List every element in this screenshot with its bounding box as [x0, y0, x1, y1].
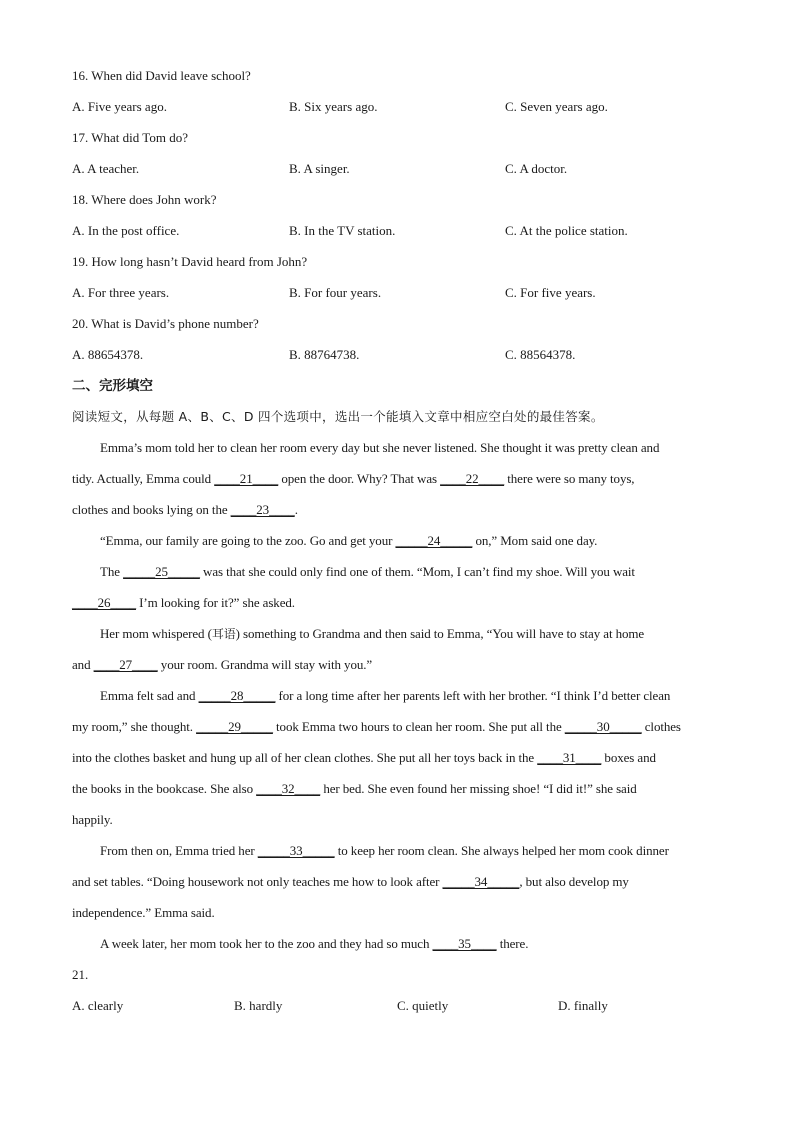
option-19a: A. For three years. — [72, 285, 170, 300]
blank-29[interactable]: _____29_____ — [196, 719, 273, 734]
passage-line-8: and ____27____ your room. Grandma will stay with you.” — [72, 655, 720, 686]
blank-31[interactable]: ____31____ — [537, 750, 602, 765]
blank-32[interactable]: ____32____ — [256, 781, 321, 796]
blank-28[interactable]: _____28_____ — [198, 688, 276, 703]
option-21d[interactable]: D. finally — [558, 998, 608, 1013]
option-21c[interactable]: C. quietly — [397, 998, 449, 1013]
blank-30[interactable]: _____30_____ — [564, 719, 642, 734]
option-18b: B. In the TV station. — [289, 223, 396, 238]
passage-line-2: tidy. Actually, Emma could ____21____ open the door. Why? That was ____22____ there were so many toys, — [72, 469, 720, 500]
blank-33[interactable]: _____33_____ — [257, 843, 335, 858]
options-21 — [72, 996, 720, 1027]
option-18a: A. In the post office. — [72, 223, 180, 238]
option-16b: B. Six years ago. — [289, 99, 378, 114]
blank-35[interactable]: ____35____ — [432, 936, 497, 951]
option-17b: B. A singer. — [289, 161, 350, 176]
blank-24[interactable]: _____24_____ — [395, 533, 473, 548]
option-16a: A. Five years ago. — [72, 99, 167, 114]
blank-22[interactable]: ____22____ — [440, 471, 505, 486]
option-20b: B. 88764738. — [289, 347, 360, 362]
option-19b: B. For four years. — [289, 285, 382, 300]
option-21a[interactable]: A. clearly — [72, 998, 124, 1013]
passage-line-17: A week later, her mom took her to the zoo and they had so much ____35____ there. — [72, 934, 720, 965]
blank-25[interactable]: _____25_____ — [123, 564, 200, 579]
options-20 — [72, 345, 720, 376]
question-19: 19. How long hasn’t David heard from John? — [72, 254, 308, 269]
question-21-number: 21. — [72, 967, 89, 982]
section-title: 二、完形填空 — [72, 378, 153, 394]
question-16: 16. When did David leave school? — [72, 68, 251, 83]
passage-line-15: and set tables. “Doing housework not only teaches me how to look after _____34_____, but also develop my — [72, 872, 720, 903]
option-18c: C. At the police station. — [505, 223, 628, 238]
passage-line-13: happily. — [72, 812, 113, 827]
option-20c: C. 88564378. — [505, 347, 576, 362]
passage-line-3: clothes and books lying on the ____23____. — [72, 500, 720, 531]
passage-line-14: From then on, Emma tried her _____33_____ to keep her room clean. She always helped her mom cook dinner — [72, 841, 720, 872]
blank-34[interactable]: _____34_____ — [442, 874, 520, 889]
exam-page — [72, 66, 720, 1027]
passage-line-9: Emma felt sad and _____28_____ for a long time after her parents left with her brother. “I think I’d better clean — [72, 686, 720, 717]
question-17: 17. What did Tom do? — [72, 130, 188, 145]
option-17c: C. A doctor. — [505, 161, 568, 176]
passage-line-7: Her mom whispered (耳语) something to Grandma and then said to Emma, “You will have to stay at home — [100, 626, 645, 641]
option-19c: C. For five years. — [505, 285, 596, 300]
option-17a: A. A teacher. — [72, 161, 140, 176]
passage-line-1: Emma’s mom told her to clean her room every day but she never listened. She thought it was pretty clean and — [100, 440, 660, 455]
blank-26[interactable]: ____26____ — [72, 595, 137, 610]
passage-line-11: into the clothes basket and hung up all of her clean clothes. She put all her toys back in the ____31____ boxes and — [72, 748, 720, 779]
passage-line-4: “Emma, our family are going to the zoo. Go and get your _____24_____ on,” Mom said one day. — [72, 531, 720, 562]
question-20: 20. What is David’s phone number? — [72, 316, 259, 331]
options-16 — [72, 97, 720, 128]
option-20a: A. 88654378. — [72, 347, 144, 362]
passage-line-5: The _____25_____ was that she could only find one of them. “Mom, I can’t find my shoe. Will you wait — [72, 562, 720, 593]
blank-27[interactable]: ____27____ — [93, 657, 158, 672]
passage-line-6: ____26____ I’m looking for it?” she asked. — [72, 593, 720, 624]
blank-23[interactable]: ____23____ — [230, 502, 295, 517]
passage-line-16: independence.” Emma said. — [72, 905, 215, 920]
option-21b[interactable]: B. hardly — [234, 998, 283, 1013]
option-16c: C. Seven years ago. — [505, 99, 608, 114]
options-17 — [72, 159, 720, 190]
question-18: 18. Where does John work? — [72, 192, 217, 207]
passage-line-12: the books in the bookcase. She also ____32____ her bed. She even found her missing shoe! “I did it!” she said — [72, 779, 720, 810]
options-18 — [72, 221, 720, 252]
options-19 — [72, 283, 720, 314]
blank-21[interactable]: ____21____ — [214, 471, 279, 486]
section-instruction: 阅读短文，从每题 A、B、C、D 四个选项中，选出一个能填入文章中相应空白处的最佳答案。 — [72, 409, 604, 424]
passage-line-10: my room,” she thought. _____29_____ took Emma two hours to clean her room. She put all the _____30_____ clothes — [72, 717, 720, 748]
